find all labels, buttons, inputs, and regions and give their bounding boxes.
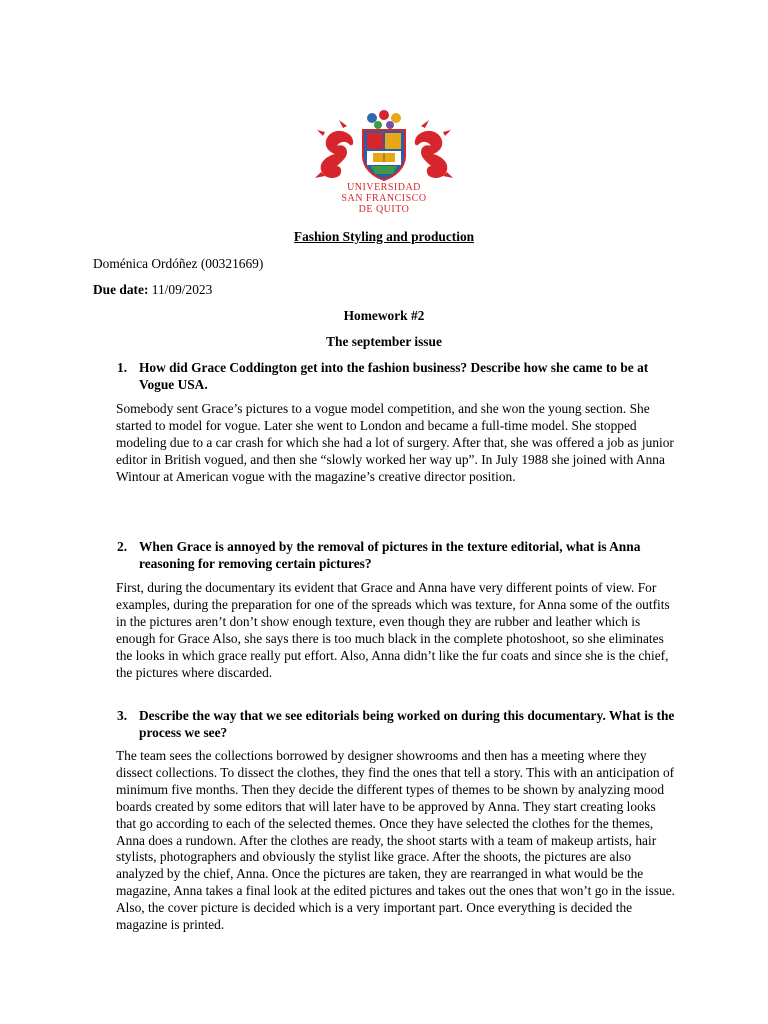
answer-paragraph: First, during the documentary its evident that Grace and Anna have very different points of view. For examples, during the preparation for one of the spreads which was texture, for Anna some of the outfits in the pictures aren’t don’t show enough texture, even though they are rubber and leather which is enough for Grace Also, she says there is too much black in the complete photoshoot, so she eliminates the looks in which grace really put effort. Also, Anna didn’t like the fur coats and since she is the chief, the pictures where discarded. (116, 580, 670, 680)
due-date-label: Due date: (93, 282, 149, 297)
svg-text:UNIVERSIDAD: UNIVERSIDAD (347, 182, 421, 193)
question-text: How did Grace Coddington get into the fashion business? Describe how she came to be at Vogue USA. (139, 360, 649, 392)
crown-icon (367, 110, 401, 129)
svg-text:DE QUITO: DE QUITO (358, 204, 410, 215)
homework-title: Homework #2 (343, 308, 425, 323)
course-title: Fashion Styling and production (293, 229, 475, 244)
question-number: 1. (117, 360, 128, 375)
document-subtitle: The september issue (326, 334, 442, 349)
question-text: Describe the way that we see editorials being worked on during this documentary. What is the process we see? (139, 708, 675, 740)
svg-text:SAN FRANCISCO: SAN FRANCISCO (341, 193, 427, 204)
due-date-line (93, 281, 212, 298)
shield-icon (363, 130, 405, 180)
student-name: Doménica Ordóñez (00321669) (93, 256, 264, 271)
university-crest-icon (313, 108, 455, 216)
left-dragon-icon (315, 120, 353, 178)
question-text: When Grace is annoyed by the removal of pictures in the texture editorial, what is Anna reasoning for removing certain pictures? (139, 539, 641, 571)
due-date-value: 11/09/2023 (151, 282, 213, 297)
university-logo (313, 108, 455, 216)
university-name (341, 182, 426, 215)
question-number: 2. (117, 539, 128, 554)
right-dragon-icon (415, 120, 453, 178)
answer-paragraph: The team sees the collections borrowed by designer showrooms and then has a meeting where they dissect collections. To dissect the clothes, they find the ones that tell a story. This with an anticipation of minimum five months. Then they decide the different types of themes to be shown by analyzing mood boards created by some editors that will later have to be approved by Anna. They start creating looks that go according to each of the selected themes. Once they have selected the clothes for the themes, Anna does a rundown. After the clothes are ready, the shoot starts with a team of makeup artists, hair stylists, photographers and obviously the stylist like grace. After the shoots, the pictures are also analyzed by the chief, Anna. Once the pictures are taken, they are rearranged in what would be the magazine, Anna takes a final look at the edited pictures and takes out the ones that won’t go in the issue. Also, the cover picture is decided which is a very important part. Once everything is decided the magazine is printed. (116, 748, 676, 933)
question-number: 3. (117, 708, 128, 723)
answer-paragraph: Somebody sent Grace’s pictures to a vogue model competition, and she won the young section. She started to model for vogue. Later she went to London and became a full-time model. She stopped modeling due to a car crash for which she had a lot of surgery. After that, she was offered a job as junior editor in British vogued, and then she “slowly worked her way up”. In July 1988 she joined with Anna Wintour at American vogue with the magazine’s creative director position. (116, 401, 674, 484)
